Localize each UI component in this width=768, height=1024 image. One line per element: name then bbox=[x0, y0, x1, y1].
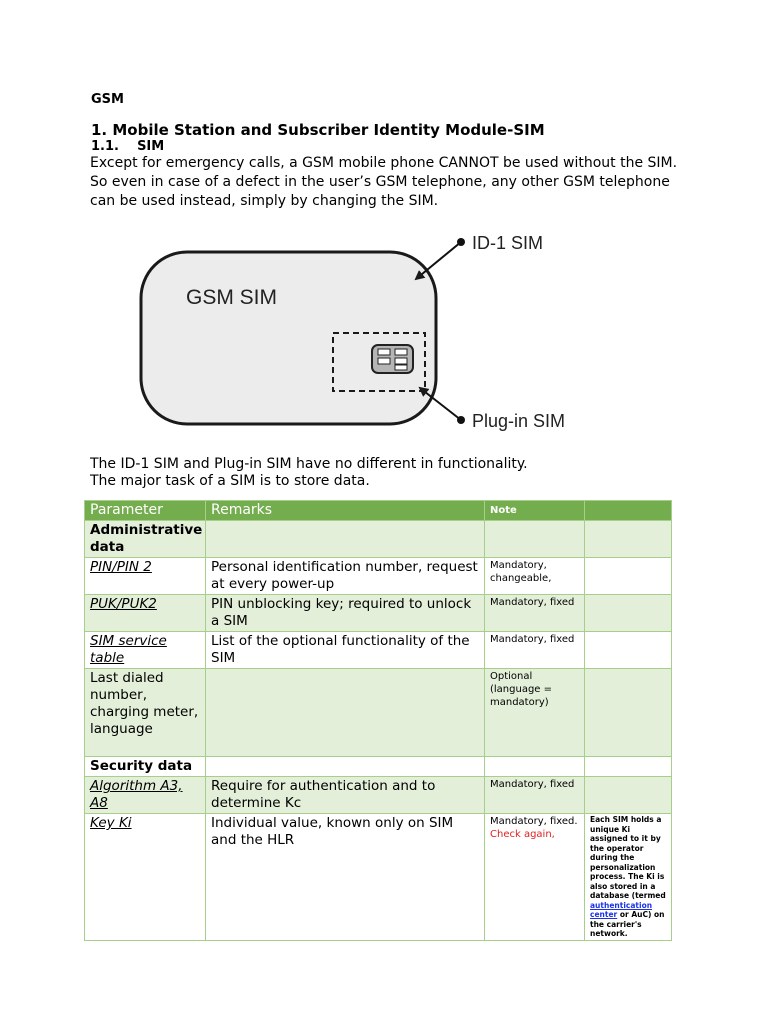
note-cell bbox=[485, 814, 585, 941]
sim-card-figure bbox=[128, 222, 578, 437]
parameter-link[interactable]: Key Ki bbox=[85, 814, 206, 941]
extra-cell bbox=[585, 669, 672, 757]
extra-text: or AuC) on the carrier's network. bbox=[590, 910, 665, 938]
extra-cell bbox=[585, 632, 672, 669]
note-cell: Mandatory, fixed bbox=[485, 632, 585, 669]
parameter-cell: Security data bbox=[85, 757, 206, 777]
note-cell bbox=[485, 521, 585, 558]
table-row bbox=[85, 521, 672, 558]
callout-arrow bbox=[416, 242, 461, 279]
table-row bbox=[85, 777, 672, 814]
table-row bbox=[85, 632, 672, 669]
parameter-cell: Administrative data bbox=[85, 521, 206, 558]
extra-cell bbox=[585, 757, 672, 777]
remarks-cell bbox=[206, 669, 485, 757]
sim-data-table bbox=[84, 500, 672, 941]
extra-cell bbox=[585, 814, 672, 941]
parameter-link[interactable]: SIM service table bbox=[85, 632, 206, 669]
remarks-cell: Individual value, known only on SIM and the HLR bbox=[206, 814, 485, 941]
heading-1: 1. Mobile Station and Subscriber Identity Module-SIM bbox=[91, 121, 545, 139]
card-label: GSM SIM bbox=[186, 286, 278, 309]
remarks-cell: PIN unblocking key; required to unlock a SIM bbox=[206, 595, 485, 632]
table-row bbox=[85, 669, 672, 757]
note-cell: Optional (language = mandatory) bbox=[485, 669, 585, 757]
after-figure-paragraph bbox=[90, 456, 528, 490]
extra-cell bbox=[585, 558, 672, 595]
intro-line: So even in case of a defect in the user’s GSM telephone, any other GSM telephone bbox=[90, 174, 670, 190]
table-row bbox=[85, 558, 672, 595]
id1-sim-card bbox=[141, 252, 436, 424]
callout-plugin-label: Plug-in SIM bbox=[472, 411, 566, 431]
note-cell: Mandatory, fixed bbox=[485, 777, 585, 814]
authentication-center-link[interactable]: authentication center bbox=[590, 900, 653, 919]
extra-cell bbox=[585, 595, 672, 632]
note-cell: Mandatory, changeable, bbox=[485, 558, 585, 595]
intro-line: can be used instead, simply by changing the SIM. bbox=[90, 193, 439, 209]
table-row bbox=[85, 595, 672, 632]
after-line: The major task of a SIM is to store data. bbox=[90, 473, 370, 489]
note-cell bbox=[485, 757, 585, 777]
extra-cell bbox=[585, 777, 672, 814]
note-warning: Check again, bbox=[490, 829, 555, 840]
after-line: The ID-1 SIM and Plug-in SIM have no different in functionality. bbox=[90, 456, 528, 472]
parameter-link[interactable]: PUK/PUK2 bbox=[85, 595, 206, 632]
intro-line: Except for emergency calls, a GSM mobile phone CANNOT be used without the SIM. bbox=[90, 155, 678, 171]
extra-cell bbox=[585, 521, 672, 558]
intro-paragraph bbox=[90, 154, 690, 211]
table-row bbox=[85, 814, 672, 941]
parameter-cell: Last dialed number, charging meter, language bbox=[85, 669, 206, 757]
header-parameter: Parameter bbox=[85, 501, 206, 521]
document-title: GSM bbox=[91, 92, 124, 107]
table-header-row bbox=[85, 501, 672, 521]
remarks-cell: Personal identification number, request at every power-up bbox=[206, 558, 485, 595]
callout-id1-label: ID-1 SIM bbox=[472, 233, 544, 253]
remarks-cell bbox=[206, 521, 485, 558]
header-remarks: Remarks bbox=[206, 501, 485, 521]
remarks-cell: List of the optional functionality of the SIM bbox=[206, 632, 485, 669]
sim-chip-icon bbox=[372, 345, 413, 373]
remarks-cell: Require for authentication and to determine Kc bbox=[206, 777, 485, 814]
heading-2: 1.1. SIM bbox=[91, 139, 165, 154]
header-extra bbox=[585, 501, 672, 521]
extra-text: Each SIM holds a unique Ki assigned to it by the operator during the personalization process. The Ki is also stored in a database (termed bbox=[590, 815, 666, 900]
note-text: Mandatory, fixed. bbox=[490, 816, 578, 827]
parameter-link[interactable]: Algorithm A3, A8 bbox=[85, 777, 206, 814]
remarks-cell bbox=[206, 757, 485, 777]
header-note: Note bbox=[485, 501, 585, 521]
table-row bbox=[85, 757, 672, 777]
note-cell: Mandatory, fixed bbox=[485, 595, 585, 632]
parameter-link[interactable]: PIN/PIN 2 bbox=[85, 558, 206, 595]
